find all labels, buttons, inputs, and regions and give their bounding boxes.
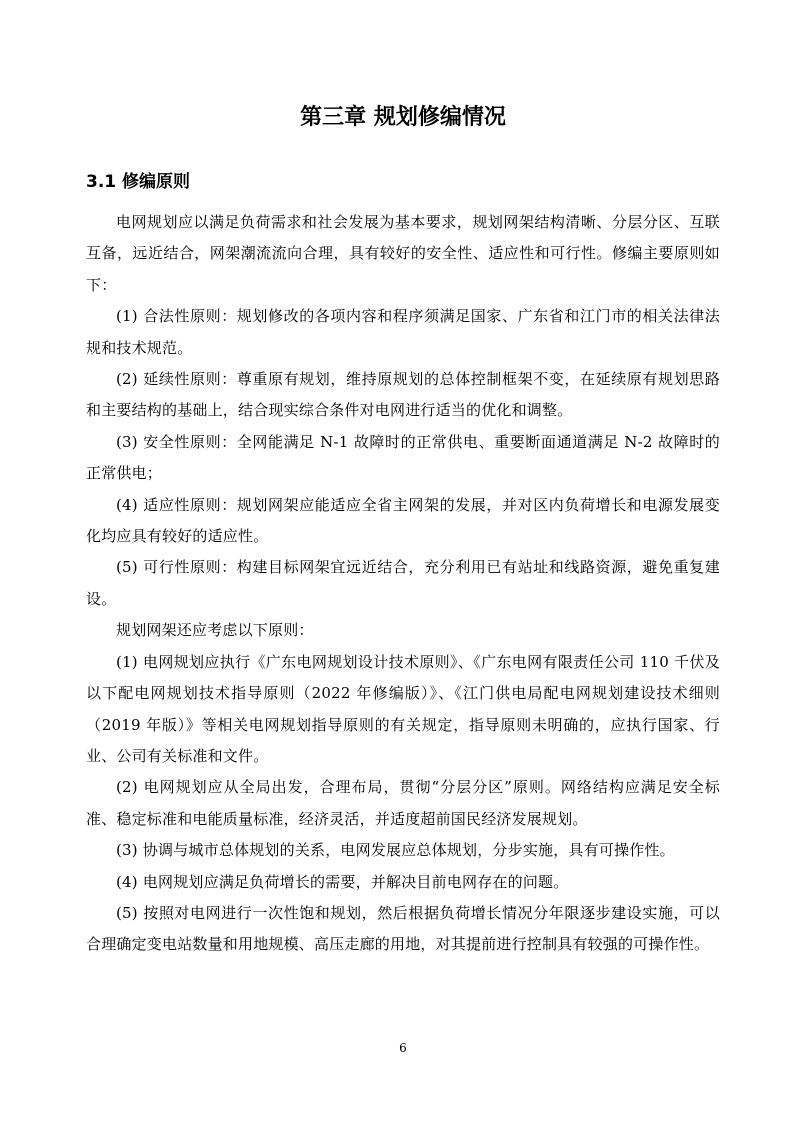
paragraph-principle-legality: (1) 合法性原则：规划修改的各项内容和程序须满足国家、广东省和江门市的相关法律法规和技术规范。 — [86, 307, 720, 357]
paragraph-principle-adaptability: (4) 适应性原则：规划网架应能适应全省主网架的发展，并对区内负荷增长和电源发展变化均应具有较好的适应性。 — [86, 495, 720, 546]
paragraph-additional-4: (4) 电网规划应满足负荷增长的需要，并解决目前电网存在的问题。 — [116, 872, 569, 891]
paragraph-additional-5: (5) 按照对电网进行一次性饱和规划，然后根据负荷增长情况分年限逐步建设实施，可以合理确定变电站数量和用地规模、高压走廊的用地，对其提前进行控制具有较强的可操作性。 — [86, 903, 720, 954]
paragraph-principle-feasibility: (5) 可行性原则：构建目标网架宜远近结合，充分利用已有站址和线路资源，避免重复建设。 — [86, 558, 720, 608]
paragraph-additional-3: (3) 协调与城市总体规划的关系，电网发展应总体规划，分步实施，具有可操作性。 — [116, 841, 675, 860]
section-title: 3.1 修编原则 — [86, 172, 191, 192]
paragraph-intro: 电网规划应以满足负荷需求和社会发展为基本要求，规划网架结构清晰、分层分区、互联互备，远近结合，网架潮流流向合理，具有较好的安全性、适应性和可行性。修编主要原则如下： — [86, 213, 720, 294]
paragraph-principle-security: (3) 安全性原则：全网能满足 N-1 故障时的正常供电、重要断面通道满足 N-2 故障时的正常供电； — [86, 432, 720, 483]
page-number: 6 — [399, 1041, 407, 1055]
paragraph-additional-2: (2) 电网规划应从全局出发，合理布局，贯彻“分层分区”原则。网络结构应满足安全标准、稳定标准和电能质量标准，经济灵活，并适度超前国民经济发展规划。 — [86, 778, 720, 828]
chapter-title: 第三章 规划修编情况 — [300, 105, 506, 130]
document-page — [86, 0, 720, 1123]
body-text — [86, 207, 720, 961]
paragraph-additional-intro: 规划网架还应考虑以下原则： — [116, 621, 314, 640]
paragraph-principle-continuity: (2) 延续性原则：尊重原有规划，维持原规划的总体控制框架不变，在延续原有规划思路和主要结构的基础上，结合现实综合条件对电网进行适当的优化和调整。 — [86, 370, 720, 420]
paragraph-additional-1: (1) 电网规划应执行《广东电网规划设计技术原则》、《广东电网有限责任公司 110 千伏及以下配电网规划技术指导原则（2022 年修编版）》、《江门供电局配电网规划建设技术细则（2019 年版）》等相关电网规划指导原则的有关规定，指导原则未明确的，应执行国家、行业、公司有关标准和文件。 — [86, 652, 720, 765]
